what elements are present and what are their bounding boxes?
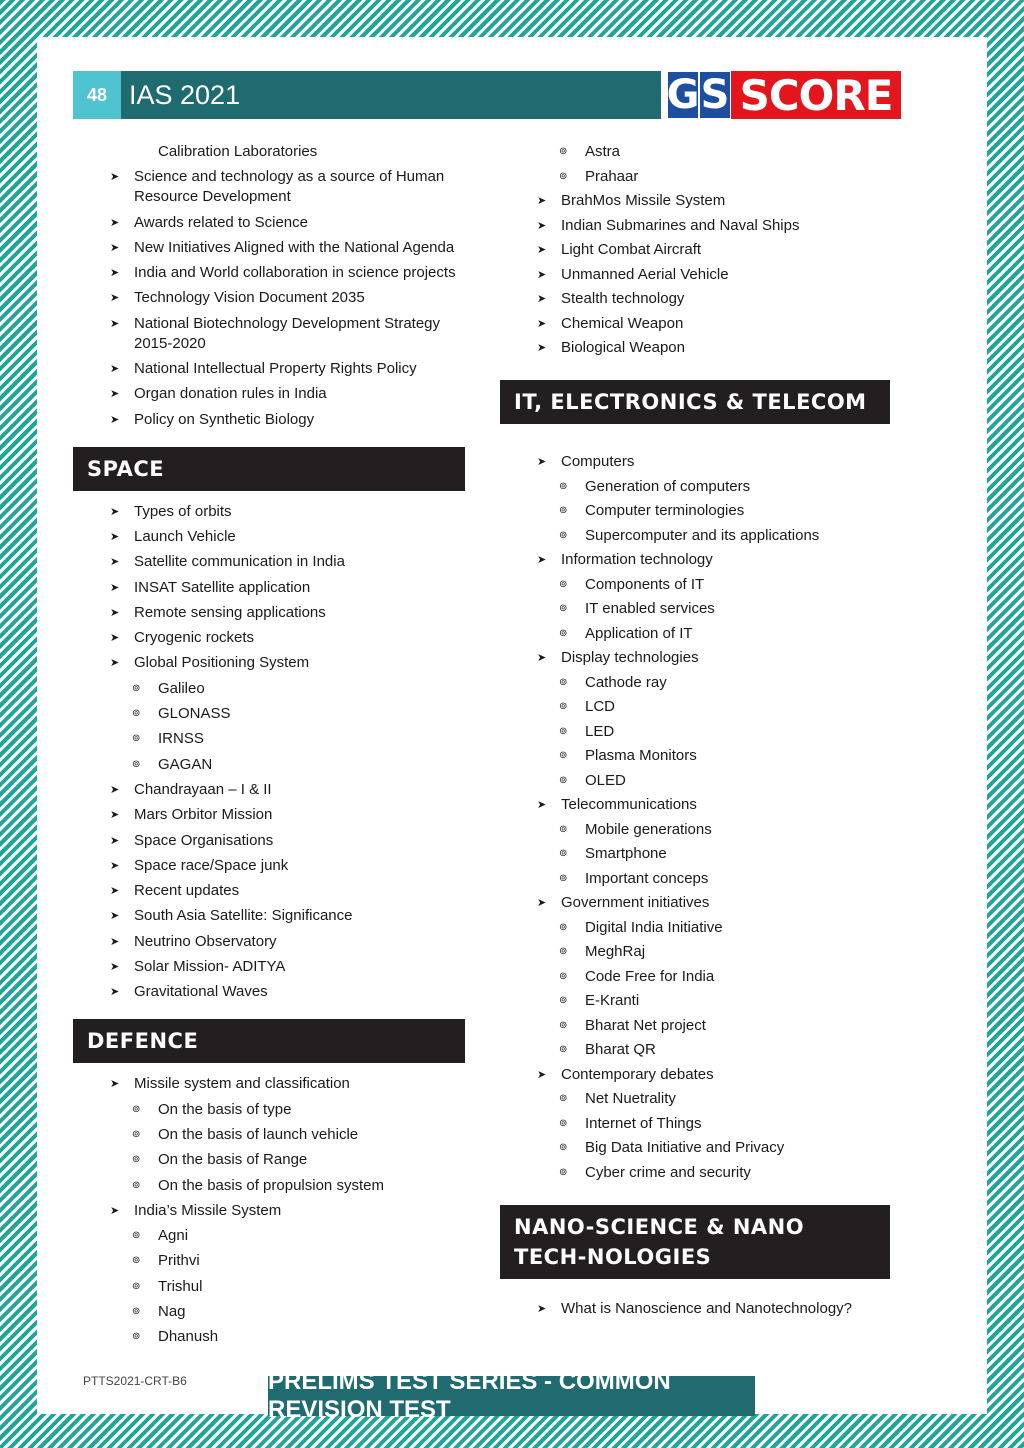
list-item-text: On the basis of propulsion system [158, 1176, 384, 1194]
list-item [500, 673, 890, 693]
list-item [73, 831, 465, 851]
list-item [500, 918, 890, 938]
list-item-text: INSAT Satellite application [134, 578, 311, 596]
list-item [500, 746, 890, 766]
arrowhead-bullet-icon: ➤ [537, 293, 547, 305]
list-item-text: New Initiatives Aligned with the National Agenda [134, 238, 455, 256]
list-item-text: On the basis of launch vehicle [158, 1125, 359, 1143]
logo-score: SCORE [731, 71, 901, 119]
circled-dot-bullet-icon: ⊚ [132, 758, 141, 770]
list-item [500, 240, 890, 260]
list-item [500, 1016, 890, 1036]
list-item [73, 1176, 465, 1196]
list-item [500, 526, 890, 546]
list-item-text: Mobile generations [585, 820, 712, 838]
list-item [73, 384, 465, 404]
list-item [500, 820, 890, 840]
list-item [73, 288, 465, 308]
list-item [73, 213, 465, 233]
arrowhead-bullet-icon: ➤ [110, 317, 120, 330]
arrowhead-bullet-icon: ➤ [110, 632, 120, 645]
list-item-text: Chandrayaan – I & II [134, 780, 272, 798]
logo-letter-s: S [700, 72, 730, 118]
footer-code: PTTS2021-CRT-B6 [83, 1374, 187, 1388]
list-item-text: Missile system and classification [134, 1075, 350, 1093]
section-header: SPACE [73, 447, 465, 491]
circled-dot-bullet-icon: ⊚ [559, 1142, 568, 1153]
arrowhead-bullet-icon: ➤ [110, 581, 120, 594]
circled-dot-bullet-icon: ⊚ [132, 1179, 141, 1191]
arrowhead-bullet-icon: ➤ [110, 935, 120, 948]
list-item-text: Information technology [561, 551, 713, 568]
circled-dot-bullet-icon: ⊚ [559, 995, 568, 1006]
arrowhead-bullet-icon: ➤ [537, 317, 547, 330]
circled-dot-bullet-icon: ⊚ [559, 872, 568, 884]
list-item-text: Trishul [158, 1277, 203, 1295]
circled-dot-bullet-icon: ⊚ [559, 750, 568, 761]
arrowhead-bullet-icon: ➤ [537, 897, 547, 909]
arrowhead-bullet-icon: ➤ [110, 1204, 120, 1217]
list-item [500, 722, 890, 742]
arrowhead-bullet-icon: ➤ [537, 799, 547, 811]
list-item [500, 599, 890, 619]
circled-dot-bullet-icon: ⊚ [559, 1044, 568, 1055]
list-item [73, 1100, 465, 1120]
circled-dot-bullet-icon: ⊚ [132, 733, 141, 745]
list-item [500, 1089, 890, 1109]
arrowhead-bullet-icon: ➤ [110, 530, 120, 543]
list-item-text: Net Nuetrality [585, 1090, 676, 1107]
circled-dot-bullet-icon: ⊚ [559, 480, 568, 492]
circled-dot-bullet-icon: ⊚ [559, 921, 568, 933]
arrowhead-bullet-icon: ➤ [110, 292, 120, 305]
list-item-text: Calibration Laboratories [158, 143, 318, 160]
list-item [500, 1040, 890, 1060]
list-item [500, 265, 890, 285]
right-column [500, 140, 890, 1319]
list-item-text: Cathode ray [585, 673, 667, 691]
list-item-text: India’s Missile System [134, 1201, 282, 1219]
list-item-text: Digital India Initiative [585, 918, 723, 936]
page-number: 48 [73, 71, 121, 119]
list-item [73, 729, 465, 749]
list-item-text: Neutrino Observatory [134, 932, 277, 950]
list-item-text: Prahaar [585, 167, 639, 185]
list-item-text: Mars Orbitor Mission [134, 806, 273, 824]
list-item [500, 844, 890, 864]
list-item [73, 1150, 465, 1170]
circled-dot-bullet-icon: ⊚ [559, 578, 568, 590]
circled-dot-bullet-icon: ⊚ [132, 1103, 141, 1115]
list-item [500, 771, 890, 791]
list-item [73, 263, 465, 283]
list-item [500, 575, 890, 595]
list-item-text: MeghRaj [585, 943, 646, 960]
list-item-text: Unmanned Aerial Vehicle [561, 265, 729, 283]
arrowhead-bullet-icon: ➤ [110, 606, 120, 619]
circled-dot-bullet-icon: ⊚ [559, 1166, 568, 1178]
list-item-text: Telecommunications [561, 796, 697, 813]
list-item [73, 527, 465, 547]
list-item [500, 1114, 890, 1134]
list-item [500, 1065, 890, 1085]
list-item [73, 552, 465, 572]
list-item [73, 653, 465, 673]
list-item-text: Bharat Net project [585, 1016, 706, 1034]
circled-dot-bullet-icon: ⊚ [559, 170, 568, 182]
circled-dot-bullet-icon: ⊚ [559, 1117, 568, 1129]
list-item-text: LCD [585, 698, 616, 715]
list-item-text: Chemical Weapon [561, 314, 684, 332]
arrowhead-bullet-icon: ➤ [537, 1068, 547, 1081]
arrowhead-bullet-icon: ➤ [110, 809, 120, 822]
gs-score-logo [667, 71, 901, 119]
list-item-text: Policy on Synthetic Biology [134, 410, 315, 428]
circled-dot-bullet-icon: ⊚ [559, 627, 568, 639]
list-item [73, 603, 465, 623]
list-item [500, 216, 890, 236]
list-item-text: Global Positioning System [134, 654, 310, 672]
list-item [73, 1327, 465, 1347]
arrowhead-bullet-icon: ➤ [110, 556, 120, 569]
list-item-text: Important conceps [585, 869, 709, 887]
list-item-text: Smartphone [585, 845, 667, 862]
list-item [73, 1201, 465, 1221]
circled-dot-bullet-icon: ⊚ [559, 146, 568, 157]
list-item-text: Internet of Things [585, 1114, 702, 1132]
arrowhead-bullet-icon: ➤ [110, 885, 120, 898]
list-item-text: Application of IT [585, 624, 693, 642]
arrowhead-bullet-icon: ➤ [110, 505, 120, 518]
arrowhead-bullet-icon: ➤ [110, 986, 120, 999]
list-item [73, 957, 465, 977]
arrowhead-bullet-icon: ➤ [110, 171, 120, 184]
arrowhead-bullet-icon: ➤ [537, 342, 547, 354]
list-item [73, 1074, 465, 1094]
header-title: IAS 2021 [129, 80, 241, 110]
circled-dot-bullet-icon: ⊚ [559, 1019, 568, 1031]
list-item-text: Computer terminologies [585, 502, 745, 519]
list-item [500, 967, 890, 987]
list-item-text: Organ donation rules in India [134, 385, 327, 403]
list-item-text: Agni [158, 1227, 189, 1245]
arrowhead-bullet-icon: ➤ [110, 363, 120, 376]
list-item [73, 932, 465, 952]
list-item [73, 502, 465, 522]
list-item [500, 142, 890, 162]
circled-dot-bullet-icon: ⊚ [559, 848, 568, 859]
list-item-text: OLED [585, 771, 626, 789]
list-item-text: Code Free for India [585, 967, 715, 985]
list-item-text: Bharat QR [585, 1041, 656, 1058]
list-item-text: Components of IT [585, 575, 705, 593]
circled-dot-bullet-icon: ⊚ [559, 701, 568, 712]
circled-dot-bullet-icon: ⊚ [559, 529, 568, 541]
list-item [500, 893, 890, 913]
circled-dot-bullet-icon: ⊚ [559, 603, 568, 614]
list-item-text: Big Data Initiative and Privacy [585, 1139, 785, 1156]
list-item [500, 942, 890, 962]
list-item [73, 628, 465, 648]
header-bar [73, 71, 661, 119]
list-item [500, 795, 890, 815]
arrowhead-bullet-icon: ➤ [110, 859, 120, 872]
circled-dot-bullet-icon: ⊚ [132, 1255, 141, 1267]
list-item-text: Space race/Space junk [134, 856, 289, 874]
list-item-text: Types of orbits [134, 502, 232, 520]
list-item-text: What is Nanoscience and Nanotechnology? [561, 1299, 853, 1317]
list-item [500, 501, 890, 521]
list-item [500, 869, 890, 889]
list-item [500, 1138, 890, 1158]
footer-banner: PRELIMS TEST SERIES - COMMON REVISION TEST [268, 1376, 755, 1416]
list-item [500, 452, 890, 472]
circled-dot-bullet-icon: ⊚ [132, 1280, 141, 1292]
list-item [73, 805, 465, 825]
list-item-text: Galileo [158, 679, 205, 697]
circled-dot-bullet-icon: ⊚ [132, 682, 141, 694]
arrowhead-bullet-icon: ➤ [110, 783, 120, 796]
list-item [73, 238, 465, 258]
arrowhead-bullet-icon: ➤ [110, 1078, 120, 1091]
list-item-text: Biological Weapon [561, 339, 685, 356]
page [37, 37, 987, 1414]
list-item-text: Display technologies [561, 649, 699, 666]
arrowhead-bullet-icon: ➤ [537, 1302, 547, 1315]
list-item-text: Recent updates [134, 882, 240, 900]
list-item-text: BrahMos Missile System [561, 192, 726, 209]
circled-dot-bullet-icon: ⊚ [132, 1305, 141, 1317]
logo-letter-g: G [666, 72, 700, 118]
list-item-text: Satellite communication in India [134, 553, 345, 571]
list-item-text: National Biotechnology Development Strategy 2015-2020 [134, 314, 441, 352]
list-item [500, 550, 890, 570]
circled-dot-bullet-icon: ⊚ [132, 708, 141, 720]
list-item-text: GLONASS [158, 705, 231, 723]
list-item [73, 704, 465, 724]
list-item [500, 477, 890, 497]
list-item [73, 881, 465, 901]
list-item [73, 1277, 465, 1297]
list-item-text: Stealth technology [561, 290, 685, 307]
arrowhead-bullet-icon: ➤ [537, 652, 547, 664]
arrowhead-bullet-icon: ➤ [110, 910, 120, 923]
circled-dot-bullet-icon: ⊚ [132, 1128, 141, 1140]
list-item-text: On the basis of Range [158, 1151, 308, 1169]
list-item [73, 856, 465, 876]
list-item [73, 142, 465, 162]
list-item [73, 906, 465, 926]
list-item-text: IRNSS [158, 730, 204, 748]
section-header: NANO-SCIENCE & NANO TECH-NOLOGIES [500, 1205, 890, 1279]
list-item-text: Indian Submarines and Naval Ships [561, 216, 800, 234]
list-item-text: IT enabled services [585, 600, 715, 617]
list-item-text: Prithvi [158, 1252, 200, 1270]
list-item [500, 1163, 890, 1183]
list-item [500, 648, 890, 668]
list-item [73, 982, 465, 1002]
list-item-text: Astra [585, 143, 621, 160]
list-item-text: National Intellectual Property Rights Policy [134, 360, 417, 378]
list-item-text: Government initiatives [561, 894, 710, 911]
list-item [500, 991, 890, 1011]
arrowhead-bullet-icon: ➤ [110, 413, 120, 426]
list-item-text: E-Kranti [585, 992, 640, 1009]
list-item [500, 338, 890, 358]
list-item [73, 410, 465, 430]
list-item [500, 624, 890, 644]
list-item-text: South Asia Satellite: Significance [134, 907, 353, 925]
arrowhead-bullet-icon: ➤ [110, 241, 120, 254]
arrowhead-bullet-icon: ➤ [110, 657, 120, 670]
list-item [73, 314, 465, 354]
circled-dot-bullet-icon: ⊚ [559, 676, 568, 688]
arrowhead-bullet-icon: ➤ [537, 195, 547, 207]
list-item [73, 1251, 465, 1271]
arrowhead-bullet-icon: ➤ [110, 216, 120, 229]
list-item-text: Nag [158, 1302, 186, 1320]
list-item-text: Dhanush [158, 1328, 219, 1346]
list-item [73, 1302, 465, 1322]
list-item [500, 191, 890, 211]
list-item [73, 1125, 465, 1145]
arrowhead-bullet-icon: ➤ [110, 961, 120, 974]
circled-dot-bullet-icon: ⊚ [132, 1154, 141, 1166]
arrowhead-bullet-icon: ➤ [110, 267, 120, 280]
list-item-text: Science and technology as a source of Human Resource Development [134, 168, 445, 206]
list-item [500, 1299, 890, 1319]
list-item [500, 167, 890, 187]
list-item [73, 167, 465, 207]
section-header: IT, ELECTRONICS & TELECOM [500, 380, 890, 424]
list-item-text: GAGAN [158, 755, 213, 773]
circled-dot-bullet-icon: ⊚ [559, 946, 568, 957]
arrowhead-bullet-icon: ➤ [537, 268, 547, 281]
circled-dot-bullet-icon: ⊚ [559, 823, 568, 835]
arrowhead-bullet-icon: ➤ [537, 554, 547, 566]
list-item-text: Computers [561, 453, 635, 470]
list-item-text: Gravitational Waves [134, 983, 268, 1001]
list-item-text: Launch Vehicle [134, 527, 236, 545]
list-item [73, 578, 465, 598]
list-item-text: Contemporary debates [561, 1065, 714, 1083]
list-item-text: Technology Vision Document 2035 [134, 289, 365, 307]
list-item [73, 1226, 465, 1246]
arrowhead-bullet-icon: ➤ [537, 456, 547, 468]
list-item-text: Awards related to Science [134, 213, 308, 231]
list-item-text: Light Combat Aircraft [561, 241, 702, 258]
list-item [73, 359, 465, 379]
list-item [73, 755, 465, 775]
circled-dot-bullet-icon: ⊚ [132, 1230, 141, 1242]
section-header: DEFENCE [73, 1019, 465, 1063]
list-item-text: Supercomputer and its applications [585, 526, 820, 544]
list-item [500, 289, 890, 309]
list-item [500, 314, 890, 334]
list-item-text: LED [585, 722, 615, 740]
list-item-text: Solar Mission- ADITYA [134, 958, 286, 976]
list-item-text: On the basis of type [158, 1100, 292, 1118]
circled-dot-bullet-icon: ⊚ [132, 1331, 141, 1343]
arrowhead-bullet-icon: ➤ [537, 244, 547, 256]
list-item [73, 679, 465, 699]
list-item-text: Remote sensing applications [134, 603, 326, 621]
circled-dot-bullet-icon: ⊚ [559, 1093, 568, 1104]
circled-dot-bullet-icon: ⊚ [559, 970, 568, 982]
arrowhead-bullet-icon: ➤ [110, 834, 120, 847]
list-item-text: Cyber crime and security [585, 1163, 751, 1181]
circled-dot-bullet-icon: ⊚ [559, 774, 568, 786]
list-item-text: Cryogenic rockets [134, 629, 255, 647]
circled-dot-bullet-icon: ⊚ [559, 505, 568, 516]
list-item-text: Plasma Monitors [585, 747, 697, 764]
arrowhead-bullet-icon: ➤ [537, 219, 547, 232]
circled-dot-bullet-icon: ⊚ [559, 725, 568, 737]
arrowhead-bullet-icon: ➤ [110, 388, 120, 401]
list-item-text: India and World collaboration in science projects [134, 264, 456, 282]
list-item [500, 697, 890, 717]
left-column [73, 140, 465, 1347]
list-item [73, 780, 465, 800]
list-item-text: Generation of computers [585, 477, 751, 495]
list-item-text: Space Organisations [134, 831, 274, 849]
